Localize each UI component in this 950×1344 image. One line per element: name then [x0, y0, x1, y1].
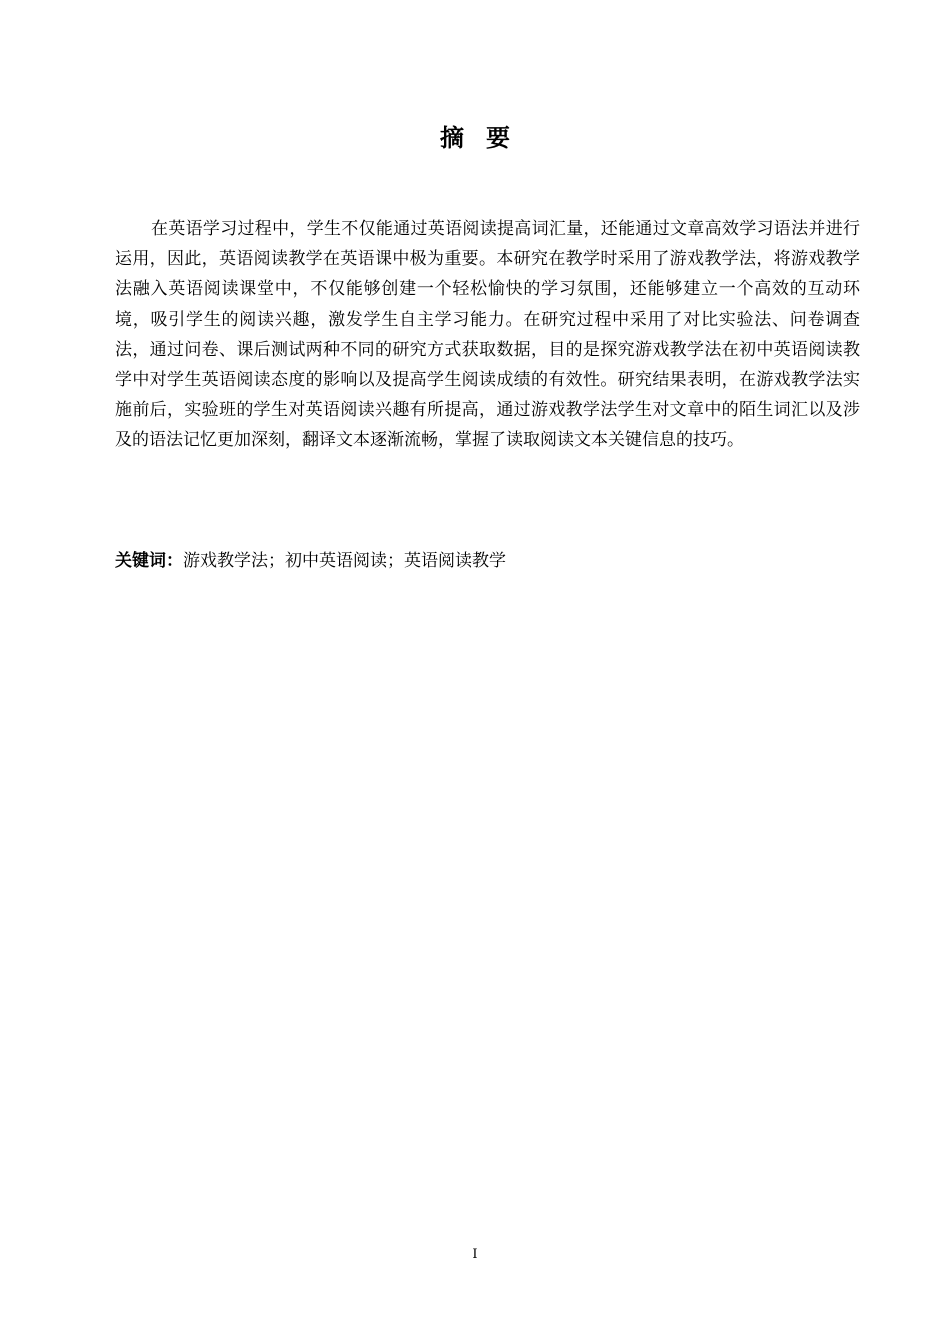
abstract-title: 摘要	[440, 124, 532, 152]
keywords-label: 关键词：	[115, 551, 183, 571]
keywords-text: 游戏教学法；初中英语阅读；英语阅读教学	[183, 551, 506, 571]
keywords-line	[115, 546, 860, 576]
page-number: I	[472, 1247, 478, 1262]
abstract-body: 在英语学习过程中，学生不仅能通过英语阅读提高词汇量，还能通过文章高效学习语法并进行运用，因此，英语阅读教学在英语课中极为重要。本研究在教学时采用了游戏教学法，将游戏教学法融入英语阅读课堂中，不仅能够创建一个轻松愉快的学习氛围，还能够建立一个高效的互动环境，吸引学生的阅读兴趣，激发学生自主学习能力。在研究过程中采用了对比实验法、问卷调查法，通过问卷、课后测试两种不同的研究方式获取数据，目的是探究游戏教学法在初中英语阅读教学中对学生英语阅读态度的影响以及提高学生阅读成绩的有效性。研究结果表明，在游戏教学法实施前后，实验班的学生对英语阅读兴趣有所提高，通过游戏教学法学生对文章中的陌生词汇以及涉及的语法记忆更加深刻，翻译文本逐渐流畅，掌握了读取阅读文本关键信息的技巧。	[115, 219, 860, 451]
